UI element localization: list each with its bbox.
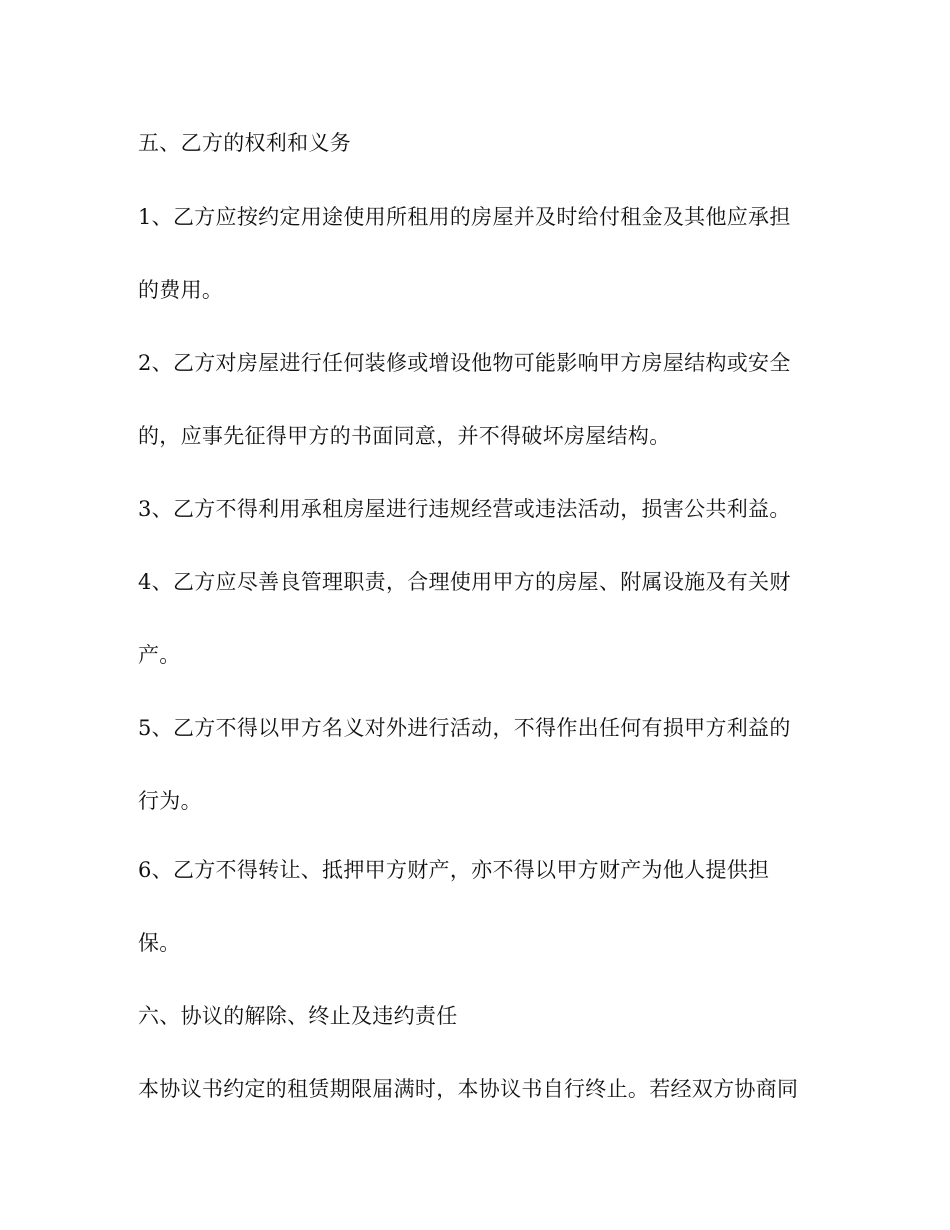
- paragraph-line: 1、乙方应按约定用途使用所租用的房屋并及时给付租金及其他应承担: [138, 205, 791, 229]
- paragraph-line: 产。: [138, 643, 181, 667]
- paragraph-line: 行为。: [138, 789, 202, 813]
- paragraph-line: 4、乙方应尽善良管理职责，合理使用甲方的房屋、附属设施及有关财: [138, 570, 791, 594]
- section-heading-rights-obligations: 五、乙方的权利和义务: [138, 131, 351, 155]
- paragraph-line: 5、乙方不得以甲方名义对外进行活动，不得作出任何有损甲方利益的: [138, 716, 791, 740]
- paragraph-line: 保。: [138, 931, 181, 955]
- paragraph-line: 本协议书约定的租赁期限届满时，本协议书自行终止。若经双方协商同: [138, 1077, 799, 1101]
- paragraph-line: 的费用。: [138, 278, 224, 302]
- section-heading-termination: 六、协议的解除、终止及违约责任: [138, 1004, 458, 1028]
- paragraph-line: 的，应事先征得甲方的书面同意，并不得破坏房屋结构。: [138, 424, 671, 448]
- paragraph-line: 3、乙方不得利用承租房屋进行违规经营或违法活动，损害公共利益。: [138, 497, 791, 521]
- paragraph-line: 2、乙方对房屋进行任何装修或增设他物可能影响甲方房屋结构或安全: [138, 351, 791, 375]
- paragraph-line: 6、乙方不得转让、抵押甲方财产，亦不得以甲方财产为他人提供担: [138, 858, 770, 882]
